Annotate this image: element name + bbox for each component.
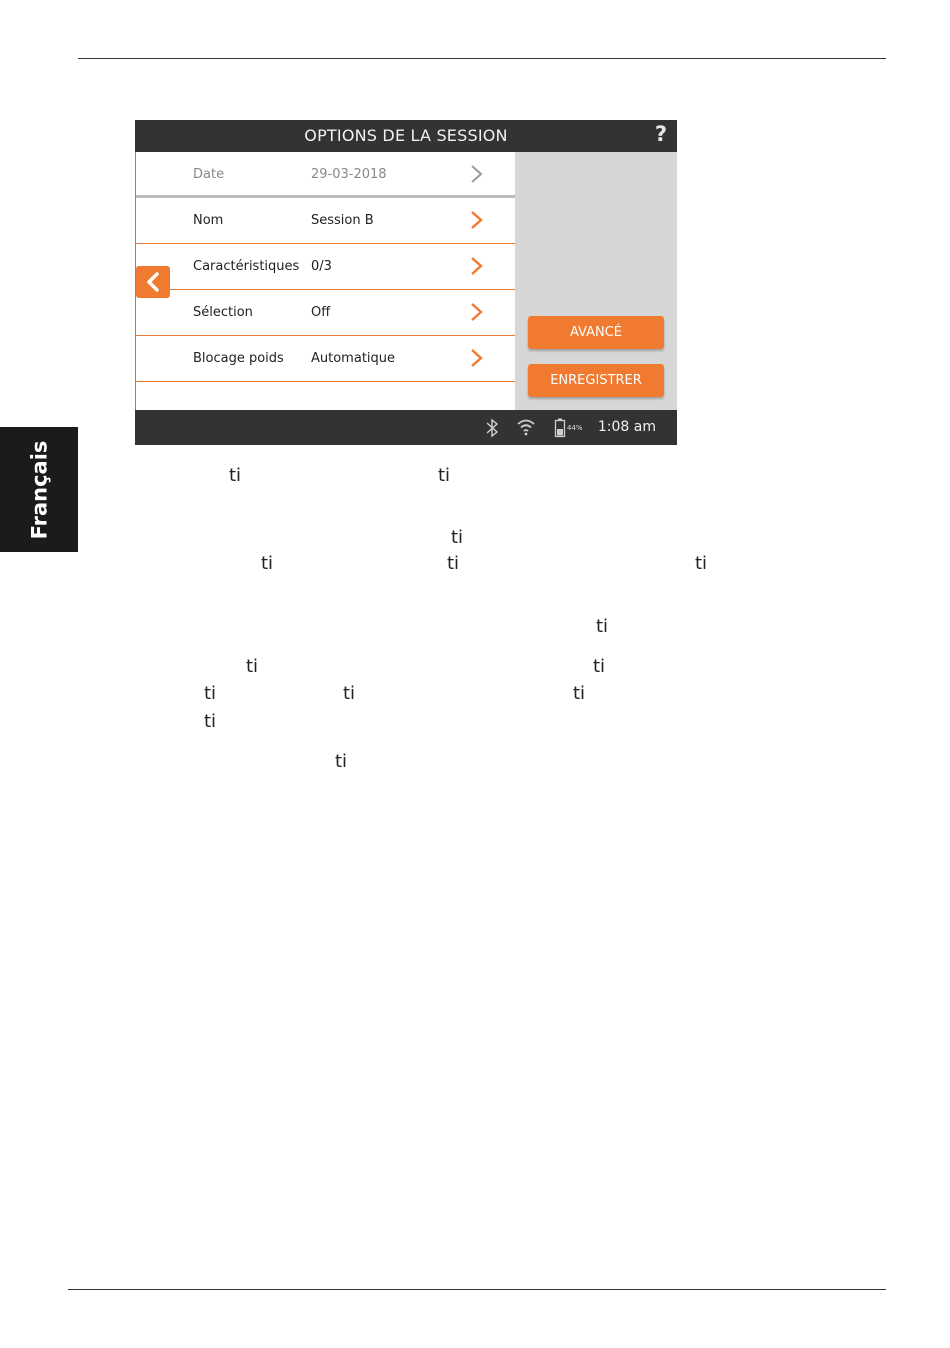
row-value: 29-03-2018 [311, 167, 387, 182]
chevron-right-icon [466, 254, 486, 278]
language-tab [0, 427, 78, 552]
row-label: Caractéristiques [193, 259, 300, 274]
row-value: Session B [311, 213, 374, 228]
battery-icon [554, 418, 566, 438]
list-item-nom[interactable] [136, 198, 516, 244]
text-fragment: ti [204, 711, 217, 732]
row-label: Nom [193, 213, 224, 228]
wifi-icon [516, 418, 536, 436]
advanced-button[interactable]: AVANCÉ [528, 316, 664, 349]
text-fragment: ti [451, 527, 464, 548]
session-options-list [135, 152, 515, 410]
screen-title: OPTIONS DE LA SESSION [304, 126, 508, 145]
text-fragment: ti [447, 553, 460, 574]
text-fragment: ti [573, 683, 586, 704]
row-label: Blocage poids [193, 351, 284, 366]
text-fragment: ti [246, 656, 259, 677]
text-fragment: ti [596, 616, 609, 637]
bluetooth-icon [485, 418, 499, 438]
row-label: Sélection [193, 305, 253, 320]
text-fragment: ti [261, 553, 274, 574]
chevron-right-icon [466, 300, 486, 324]
clock: 1:08 am [597, 419, 656, 435]
footer-rule [68, 1289, 886, 1290]
status-bar [135, 410, 677, 445]
list-item-blocage-poids[interactable] [136, 336, 516, 382]
text-fragment: ti [229, 465, 242, 486]
row-label: Date [193, 167, 225, 182]
list-item-selection[interactable] [136, 290, 516, 336]
battery-percentage: 44% [567, 424, 583, 432]
back-button[interactable] [136, 266, 170, 298]
text-fragment: ti [695, 553, 708, 574]
text-fragment: ti [204, 683, 217, 704]
action-panel [515, 152, 677, 410]
device-screenshot [135, 120, 677, 445]
list-item-date[interactable] [136, 152, 516, 198]
chevron-right-icon [466, 346, 486, 370]
text-fragment: ti [335, 751, 348, 772]
save-button[interactable]: ENREGISTRER [528, 364, 664, 397]
row-value: Off [311, 305, 331, 320]
chevron-left-icon [144, 271, 162, 293]
chevron-right-icon [466, 208, 486, 232]
language-tab-label: Français [27, 440, 52, 539]
title-bar [135, 120, 677, 152]
text-fragment: ti [593, 656, 606, 677]
list-item-caracteristiques[interactable] [136, 244, 516, 290]
text-fragment: ti [343, 683, 356, 704]
row-divider [136, 381, 516, 382]
chevron-right-icon [466, 162, 486, 186]
help-button[interactable]: ? [654, 122, 667, 146]
row-value: Automatique [311, 351, 396, 366]
text-fragment: ti [438, 465, 451, 486]
row-value: 0/3 [311, 259, 332, 274]
header-rule [78, 58, 886, 59]
